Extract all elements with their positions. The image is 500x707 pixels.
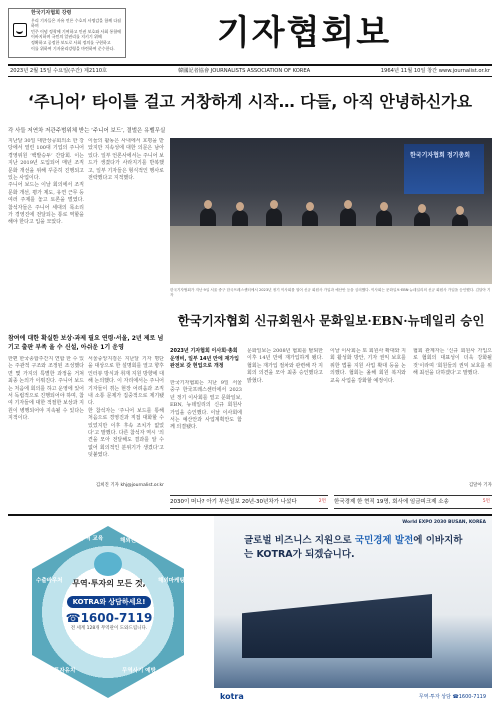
hex-label: 해외마케팅 [158,578,185,584]
hex-label: 투자유치 [54,668,76,674]
ad-footer [214,688,492,706]
article2-column [413,348,492,478]
world-expo-logo: World EXPO 2030 BUSAN, KOREA [402,520,486,525]
slogan-part: 으로 [333,535,355,546]
paragraph: 서울중앙지검은 지난달 기자 명단을 대상으로 한 설명회를 열고 향후 인터뷰 방식과 취재 지원 방향에 대해 논의했다. 이 자리에서는 주니어 기자들이 겪는 현장 어려움과 조직 내 소통 문제가 집중적으로 제기됐다. [88,356,164,407]
teaser-link[interactable] [334,495,492,509]
hex-label: 해외전시 참가 [120,538,154,544]
conference-table [170,226,492,284]
teaser-page: 2면 [318,499,326,504]
platform-line: 이를 위하여 기자윤리강령을 마련하여 준수한다. [31,45,115,51]
paragraph: 한 참석자는 ‘주니어 보드를 통해 처음으로 경영진과 직접 대화할 수 있었지만 이후 후속 조치가 없었다’고 말했다. 다른 참석자 역시 ‘의견을 모아 전달해도 결과를 알 수 없어 회의적인 분위기가 생겼다’고 덧붙였다. [88,407,164,459]
ad-line: 전 세계 128개 무역관이 도와드립니다. [70,626,148,631]
ad-hexagon-panel [8,516,208,706]
masthead [8,8,492,60]
article2-column [247,348,323,488]
photo-caption: 한국기자협회가 지난 9일 서울 중구 한국프레스센터에서 2023년 정기 이사회를 열어 신규 회원사 가입과 예산안 등을 심의했다. 이사회는 문화일보·EBN·뉴데일리의 신규 회원사 가입을 승인했다. 김달아 기자 [170,288,491,297]
platform-line: 민주 이념 정착에 기여하고 인권 보호와 사회 통합에 [31,28,122,34]
teaser-text: 한국경제 한 현직 19명, 회사에 임금피크제 소송 [334,499,449,505]
second-headline: 한국기자협회 신규회원사 문화일보·EBN·뉴데일리 승인 [177,313,485,328]
lead-subtitle: 각 사들 저연차 저관주범위체 받는 ‘주니어 보드’, 결벌은 유벨무실 [8,128,166,134]
association-platform-box [8,8,126,58]
article2-column [170,380,242,488]
paragraph: 지난달 30일 대한상공회의소 한 강당에서 열린 100대 기업의 주니어 경영위원 ‘백발승두’ 간담회. 이는 지난 2019년 도입되어 매년 조직문화 개선을 위해 꾸준히 진행되고 있는 사업이다. [8,138,84,182]
article-byline: 김희진 기자 khj@journalist.or.kr [95,483,164,488]
screen-text: 한국기자협회 정기총회 [410,152,471,159]
association-emblem-icon [13,23,27,37]
slogan-part: 글로벌 비즈니스 지원 [244,535,334,546]
attendee-head [456,206,464,215]
attendee-head [204,200,212,209]
left-article-column [88,138,164,328]
paragraph: 협회 관계자는 ‘신규 회원사 가입으로 협회의 대표성이 더욱 강화될 것’이라며 ‘회원들의 권익 보호를 위해 최선을 다하겠다’고 말했다. [413,348,492,377]
paragraph: 한국기자협회는 지난 9일 서울 중구 한국프레스센터에서 2023년 정기 이사회를 열고 문화일보, EBN, 뉴데일리의 신규 회원사 가입을 승인했다. 이날 이사회에서는 예산안과 사업계획안도 함께 의결됐다. [170,380,242,431]
kotra-advertisement[interactable] [8,514,492,706]
platform-line: 이바지하며 국민의 알권리를 지키기 위해 [31,34,102,40]
cargo-ship-image [242,594,432,658]
hex-label: 무역 교육 [80,536,104,542]
paragraph: 한편 한국종합주간지 연합 한 수 있는 주관적 구조와 조정된 조성했다면 몇 가지의 특별한 과정을 거쳐 최종 논의가 이뤄진다. 주니어 보드는 처음에 회의를 하고 운영에 있어서 독립적으로 진행되어야 하며, 참여 기자들에 대한 적절한 보상과 지원이 병행되어야 지속될 수 있다는 지적이다. [8,356,84,422]
ad-line: 무역·투자의 모든 것, [72,579,146,588]
attendee-head [380,202,388,211]
paragraph: 주니어 보드는 이날 회의에서 조직 문화 개선, 평가 제도, 유연 근무 등 여러 주제를 놓고 토론을 벌였다. 참석자들은 주니어 세대의 목소리가 경영진에 전달되는 통로 역할을 해야 한다고 입을 모았다. [8,182,84,226]
founding-and-website: 1964년 11월 10일 창간 www.journalist.or.kr [380,68,490,74]
left-article-column [8,138,84,328]
ad-line-highlight: KOTRA와 상담하세요! [67,596,152,608]
attendee-head [344,200,352,209]
main-headline: ‘주니어’ 타이틀 걸고 거창하게 시작… 다들, 아직 안녕하신가요 [27,92,473,111]
paragraph: 이날 이사회는 또 회원사 확대와 지회 활성화 방안, 기자 권익 보호를 위한 법률 지원 사업 확대 등을 논의했다. 협회는 올해 회원 복지와 교육 사업을 강화할 예정이다. [330,348,406,384]
meeting-photo [170,138,492,284]
ad-slogan-panel [214,516,492,706]
teaser-text: 2030이 떠나? 아기 부산일보 20년-30년차가 나섰다 [170,499,297,505]
left-article-column [8,356,84,490]
slogan-part: 에 이바지하는 KOTRA가 되겠습니다. [244,535,463,560]
issue-date: 2023년 2월 15일 수요일(주간) 제2110호 [10,68,108,74]
dateline-bar [8,64,492,77]
hex-label: 무역사기 예방 [122,668,156,674]
left-article-column [88,356,164,480]
article-subhead: 참여에 대한 확실한 보상·과제 필요 연령·서울, 2년 제로 넘기고 출판 부족 올 수 신설, 아쉬운 1기 운영 [8,335,164,351]
paragraph: 문화일보는 2008년 협회를 탈퇴한 이후 14년 만에 재가입하게 됐다. 협회는 재가입 절차와 관련해 각 지회의 의견을 모아 최종 승인했다고 밝혔다. [247,348,323,384]
platform-title: 한국기자협회 강령 [31,10,72,16]
projection-screen [404,144,484,194]
association-name: 韓國記者協會 JOURNALISTS ASSOCIATION OF KOREA [178,68,311,74]
hex-label: 수출바우처 [36,578,63,584]
article2-byline: 김달아 기자 [468,483,492,488]
ad-slogan [244,534,464,562]
article-box-title: 2023년 기자협회 이사회·총회 운영비, 일부 14년 만에 재가입 완전보 갖 현업으로 개정 [170,348,239,369]
teaser-link[interactable] [170,495,328,509]
platform-line: 우리 기자들은 자유 언론 수호의 사명감을 함께 다짐하며 [31,17,122,29]
attendee-head [236,202,244,211]
kotra-mascot-icon [94,552,122,576]
ad-footer-phone: 무역·투자 상담 ☎1600-7119 [418,694,486,700]
slogan-emphasis: 국민경제 발전 [354,535,414,546]
kotra-logo: kotra [220,692,244,701]
attendee-head [270,200,278,209]
teaser-page: 5면 [482,499,490,504]
paragraph: 이들의 활동은 사내에서 호평을 받았지만 지속성에 대한 의문은 남아 있다. 일부 언론사에서는 주니어 보드가 생겼다가 사라지기를 반복했고, 일부 기자들은 형식적인 행사로 전락했다고 지적했다. [88,138,164,182]
newspaper-title: 기자협회보 [216,13,392,53]
attendee-head [418,204,426,213]
platform-line: 정확하고 공정한 보도로 사회 정의를 구현하고 [31,39,111,45]
article2-column [330,348,406,488]
attendee-head [306,202,314,211]
ad-center-copy [64,578,154,631]
ad-phone-number: ☎1600-7119 [65,611,153,625]
